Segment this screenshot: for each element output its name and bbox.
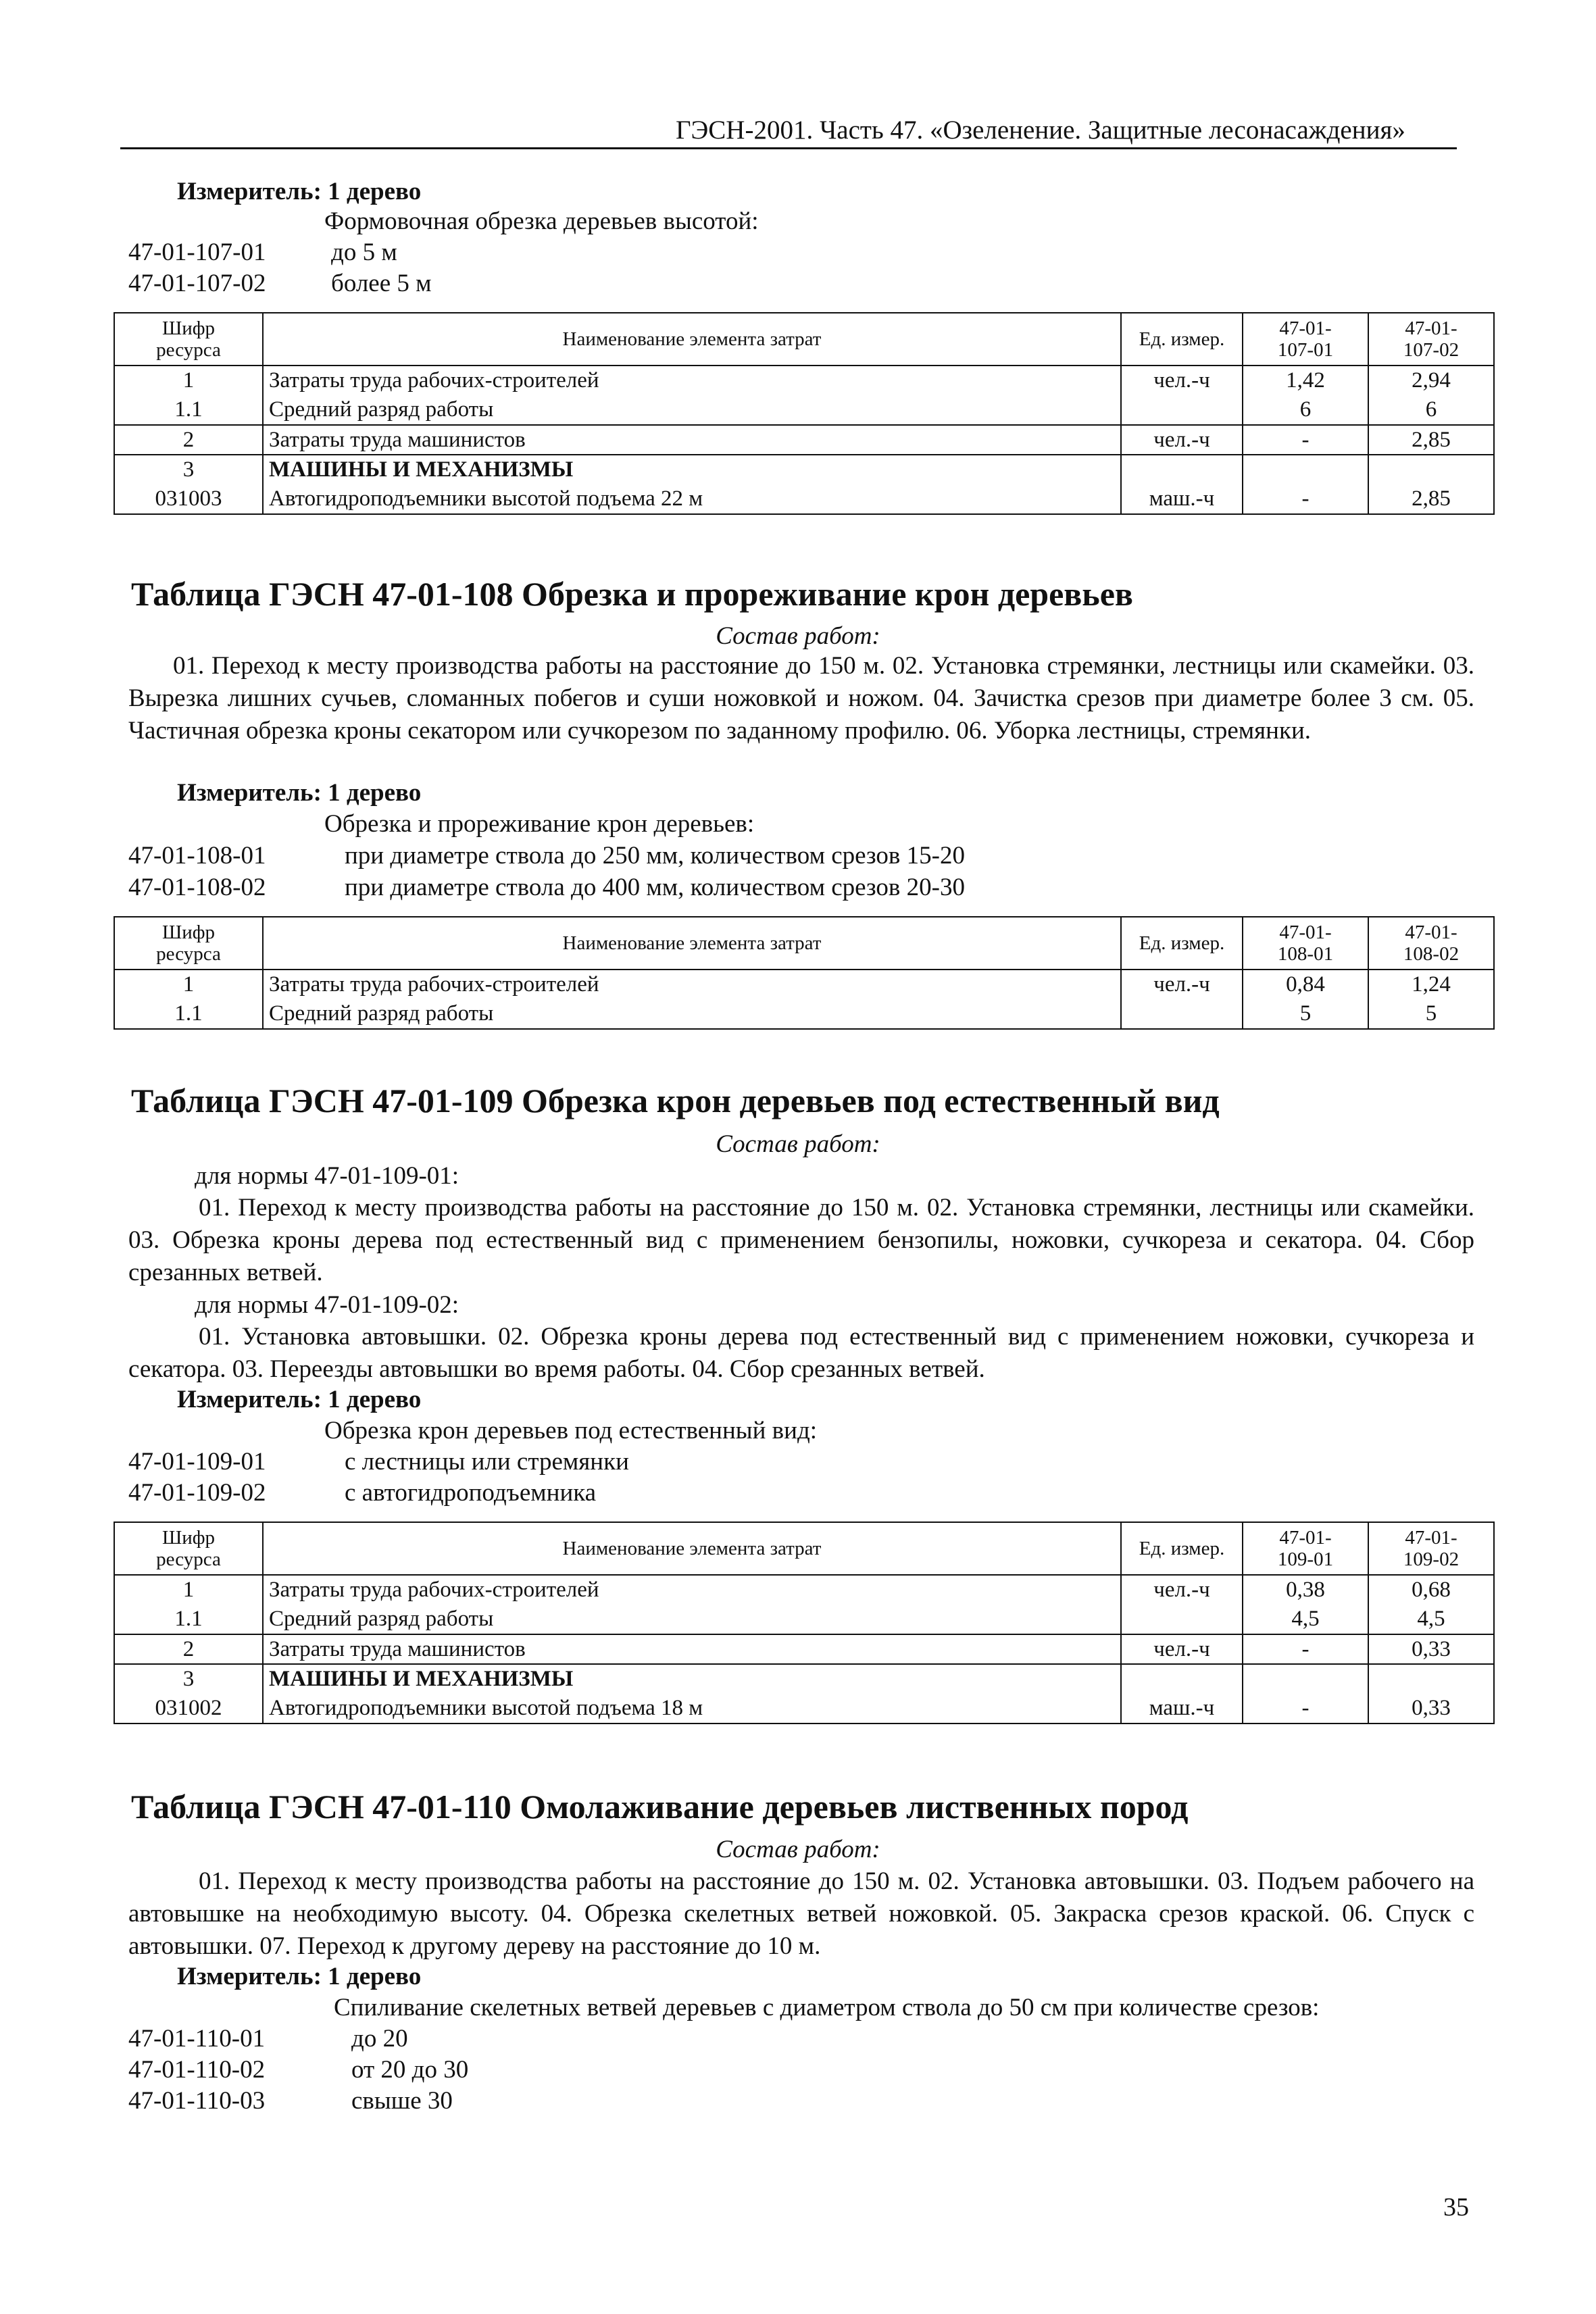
- cell-value: 2,85: [1368, 425, 1494, 455]
- col-code-header: Шифр ресурса: [114, 313, 263, 366]
- cell-value: 6: [1243, 395, 1368, 425]
- col-name-header: Наименование элемента затрат: [263, 313, 1121, 366]
- cell-code: 2: [114, 425, 263, 455]
- cell-value: 6: [1368, 395, 1494, 425]
- table-header-row: [114, 1522, 1494, 1575]
- cell-name: Затраты труда рабочих-строителей: [263, 1575, 1121, 1605]
- cell-name: Средний разряд работы: [263, 1605, 1121, 1634]
- resource-table-107: [114, 312, 1495, 515]
- col-code-header: Шифр ресурса: [114, 917, 263, 970]
- cell-unit: маш.-ч: [1121, 484, 1243, 514]
- cell-name: МАШИНЫ И МЕХАНИЗМЫ: [263, 1664, 1121, 1694]
- table-row: [114, 970, 1494, 999]
- col-norm-header: 47-01- 108-01: [1243, 917, 1368, 970]
- cell-code: 031002: [114, 1694, 263, 1724]
- table-row: [114, 455, 1494, 484]
- cell-value: 2,94: [1368, 366, 1494, 395]
- code-110-03: 47-01-110-03: [128, 2087, 266, 2115]
- desc-108-02: при диаметре ствола до 400 мм, количеством срезов 20-30: [345, 874, 965, 901]
- table-row: [114, 1634, 1494, 1664]
- cell-name: Затраты труда машинистов: [263, 1634, 1121, 1664]
- desc-107-01: до 5 м: [331, 238, 397, 266]
- table-row: [114, 1694, 1494, 1724]
- norm-label-109-02: для нормы 47-01-109-02:: [195, 1291, 459, 1319]
- code-109-01: 47-01-109-01: [128, 1448, 266, 1476]
- desc-108-01: при диаметре ствола до 250 мм, количеством срезов 15-20: [345, 842, 965, 870]
- work-text-108: 01. Переход к месту производства работы на расстояние до 150 м. 02. Установка стремянки, лестницы или скамейки. 03. Вырезка лишних сучьев, сломанных побегов и суши ножовкой и ножом. 04. Зачистка срезов при диаметре более 3 см. 05. Частичная обрезка кроны секатором или сучкорезом по заданному профилю. 06. Уборка лестницы, стремянки.: [128, 652, 1474, 745]
- cell-unit: маш.-ч: [1121, 1694, 1243, 1724]
- work-title-107: Формовочная обрезка деревьев высотой:: [324, 207, 759, 235]
- cell-unit: [1121, 1664, 1243, 1694]
- desc-109-01: с лестницы или стремянки: [345, 1448, 629, 1476]
- cell-value: 1,24: [1368, 970, 1494, 999]
- cell-unit: [1121, 455, 1243, 484]
- code-108-01: 47-01-108-01: [128, 842, 266, 870]
- desc-109-02: с автогидроподъемника: [345, 1479, 597, 1507]
- code-110-02: 47-01-110-02: [128, 2056, 266, 2084]
- cell-value: [1368, 455, 1494, 484]
- cell-value: -: [1243, 1634, 1368, 1664]
- col-norm-header: 47-01- 109-01: [1243, 1522, 1368, 1575]
- cell-name: Средний разряд работы: [263, 395, 1121, 425]
- cell-name: МАШИНЫ И МЕХАНИЗМЫ: [263, 455, 1121, 484]
- table-title-110: Таблица ГЭСН 47-01-110 Омолаживание деревьев лиственных пород: [131, 1788, 1189, 1826]
- cell-code: 1: [114, 1575, 263, 1605]
- resource-table-108: [114, 916, 1495, 1030]
- cell-unit: чел.-ч: [1121, 1575, 1243, 1605]
- meter-110: Измеритель: 1 дерево: [177, 1963, 422, 1990]
- table-row: [114, 1664, 1494, 1694]
- table-row: [114, 999, 1494, 1029]
- cell-value: [1368, 1664, 1494, 1694]
- cell-value: -: [1243, 484, 1368, 514]
- norm-label-109-01: для нормы 47-01-109-01:: [195, 1162, 459, 1190]
- code-109-02: 47-01-109-02: [128, 1479, 266, 1507]
- cell-value: 0,38: [1243, 1575, 1368, 1605]
- cell-value: [1243, 1664, 1368, 1694]
- table-row: [114, 395, 1494, 425]
- col-norm-header: 47-01- 109-02: [1368, 1522, 1494, 1575]
- col-code-header: Шифр ресурса: [114, 1522, 263, 1575]
- code-108-02: 47-01-108-02: [128, 874, 266, 901]
- composition-label-108: Состав работ:: [716, 622, 880, 650]
- table-row: [114, 1605, 1494, 1634]
- cell-name: Затраты труда рабочих-строителей: [263, 366, 1121, 395]
- cell-unit: чел.-ч: [1121, 425, 1243, 455]
- cell-code: 1.1: [114, 1605, 263, 1634]
- cell-unit: [1121, 1605, 1243, 1634]
- work-title-110: Спиливание скелетных ветвей деревьев с диаметром ствола до 50 см при количестве срезов:: [334, 1994, 1320, 2021]
- composition-label-109: Состав работ:: [716, 1130, 880, 1158]
- table-title-109: Таблица ГЭСН 47-01-109 Обрезка крон деревьев под естественный вид: [131, 1082, 1220, 1120]
- col-name-header: Наименование элемента затрат: [263, 1522, 1121, 1575]
- work-text-109-01: 01. Переход к месту производства работы на расстояние до 150 м. 02. Установка стремянки, лестницы или скамейки. 03. Обрезка кроны дерева под естественный вид с применением бензопилы, ножовки, сучкореза и секатора. 04. Сбор срезанных ветвей.: [128, 1194, 1474, 1286]
- cell-unit: чел.-ч: [1121, 1634, 1243, 1664]
- cell-code: 3: [114, 1664, 263, 1694]
- cell-value: 5: [1243, 999, 1368, 1029]
- cell-code: 1.1: [114, 395, 263, 425]
- table-title-108: Таблица ГЭСН 47-01-108 Обрезка и прореживание крон деревьев: [131, 575, 1133, 613]
- col-name-header: Наименование элемента затрат: [263, 917, 1121, 970]
- work-title-108: Обрезка и прореживание крон деревьев:: [324, 810, 755, 838]
- cell-unit: [1121, 999, 1243, 1029]
- desc-110-01: до 20: [351, 2025, 408, 2053]
- code-107-01: 47-01-107-01: [128, 238, 266, 266]
- cell-code: 3: [114, 455, 263, 484]
- cell-value: 1,42: [1243, 366, 1368, 395]
- cell-value: -: [1243, 425, 1368, 455]
- resource-table-109: [114, 1521, 1495, 1724]
- meter-109: Измеритель: 1 дерево: [177, 1386, 422, 1413]
- cell-value: 4,5: [1368, 1605, 1494, 1634]
- code-107-02: 47-01-107-02: [128, 270, 266, 297]
- work-text-109-02: 01. Установка автовышки. 02. Обрезка кроны дерева под естественный вид с применением ножовки, сучкореза и секатора. 03. Переезды автовышки во время работы. 04. Сбор срезанных ветвей.: [128, 1323, 1474, 1383]
- header-rule: [120, 147, 1457, 149]
- cell-value: 0,84: [1243, 970, 1368, 999]
- cell-unit: чел.-ч: [1121, 366, 1243, 395]
- table-row: [114, 366, 1494, 395]
- cell-value: 4,5: [1243, 1605, 1368, 1634]
- meter-108: Измеритель: 1 дерево: [177, 779, 422, 807]
- table-header-row: [114, 313, 1494, 366]
- col-norm-header: 47-01- 108-02: [1368, 917, 1494, 970]
- col-norm-header: 47-01- 107-02: [1368, 313, 1494, 366]
- desc-107-02: более 5 м: [331, 270, 432, 297]
- cell-value: -: [1243, 1694, 1368, 1724]
- composition-label-110: Состав работ:: [716, 1836, 880, 1863]
- cell-value: [1243, 455, 1368, 484]
- cell-unit: чел.-ч: [1121, 970, 1243, 999]
- cell-name: Затраты труда рабочих-строителей: [263, 970, 1121, 999]
- col-norm-header: 47-01- 107-01: [1243, 313, 1368, 366]
- table-header-row: [114, 917, 1494, 970]
- cell-name: Затраты труда машинистов: [263, 425, 1121, 455]
- meter-107: Измеритель: 1 дерево: [177, 178, 422, 205]
- code-110-01: 47-01-110-01: [128, 2025, 266, 2053]
- cell-code: 1: [114, 970, 263, 999]
- work-title-109: Обрезка крон деревьев под естественный вид:: [324, 1417, 818, 1444]
- page-number: 35: [1443, 2193, 1469, 2221]
- table-row: [114, 1575, 1494, 1605]
- cell-code: 1: [114, 366, 263, 395]
- cell-name: Средний разряд работы: [263, 999, 1121, 1029]
- cell-value: 0,68: [1368, 1575, 1494, 1605]
- cell-code: 031003: [114, 484, 263, 514]
- cell-code: 2: [114, 1634, 263, 1664]
- cell-code: 1.1: [114, 999, 263, 1029]
- cell-value: 2,85: [1368, 484, 1494, 514]
- table-row: [114, 484, 1494, 514]
- col-unit-header: Ед. измер.: [1121, 1522, 1243, 1575]
- table-row: [114, 425, 1494, 455]
- cell-value: 0,33: [1368, 1634, 1494, 1664]
- cell-name: Автогидроподъемники высотой подъема 18 м: [263, 1694, 1121, 1724]
- desc-110-03: свыше 30: [351, 2087, 453, 2115]
- cell-value: 5: [1368, 999, 1494, 1029]
- col-unit-header: Ед. измер.: [1121, 313, 1243, 366]
- running-header: ГЭСН-2001. Часть 47. «Озеленение. Защитные лесонасаждения»: [676, 116, 1405, 145]
- work-text-110: 01. Переход к месту производства работы на расстояние до 150 м. 02. Установка автовышки. 03. Подъем рабочего на автовышке на необходимую высоту. 04. Обрезка скелетных ветвей ножовкой. 05. Закраска срезов краской. 06. Спуск с автовышки. 07. Переход к другому дереву на расстояние до 10 м.: [128, 1867, 1474, 1960]
- col-unit-header: Ед. измер.: [1121, 917, 1243, 970]
- cell-name: Автогидроподъемники высотой подъема 22 м: [263, 484, 1121, 514]
- desc-110-02: от 20 до 30: [351, 2056, 469, 2084]
- cell-value: 0,33: [1368, 1694, 1494, 1724]
- cell-unit: [1121, 395, 1243, 425]
